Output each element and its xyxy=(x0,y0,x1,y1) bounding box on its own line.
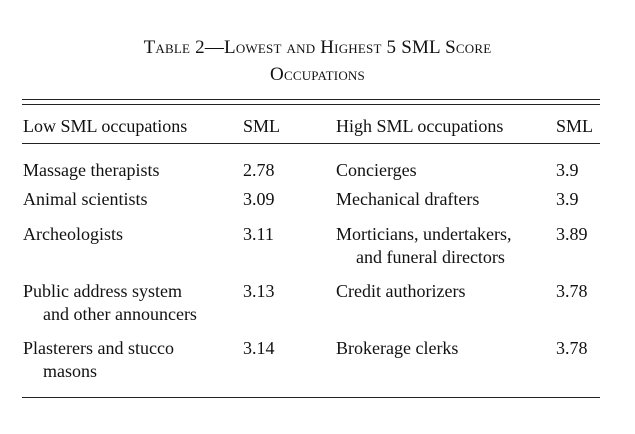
row-4-low-sml: 3.13 xyxy=(243,281,275,301)
row-3-high-occupation: Morticians, undertakers, and funeral directors xyxy=(336,224,512,267)
row-1-low-sml: 2.78 xyxy=(243,160,275,180)
bottom-rule xyxy=(22,397,600,398)
row-2-high-sml: 3.9 xyxy=(556,189,579,209)
row-5-high-occupation: Brokerage clerks xyxy=(336,338,459,358)
row-4-high-occupation: Credit authorizers xyxy=(336,281,466,301)
row-4-low-occupation: Public address system and other announcers xyxy=(23,281,197,324)
row-2-high-occupation: Mechanical drafters xyxy=(336,189,480,209)
row-5-high-sml: 3.78 xyxy=(556,338,588,358)
table-title-line-2: Occupations xyxy=(270,64,365,85)
top-rule-outer xyxy=(22,99,600,100)
table-title-line-1: Table 2—Lowest and Highest 5 SML Score xyxy=(143,37,492,58)
row-3-high-sml: 3.89 xyxy=(556,224,588,244)
row-1-high-sml: 3.9 xyxy=(556,160,579,180)
row-1-low-occupation: Massage therapists xyxy=(23,160,160,180)
row-5-low-sml: 3.14 xyxy=(243,338,275,358)
header-low-sml: SML xyxy=(243,116,281,136)
row-5-low-occupation: Plasterers and stucco masons xyxy=(23,338,174,381)
header-high-sml: SML xyxy=(556,116,594,136)
row-3-low-sml: 3.11 xyxy=(243,224,274,244)
table-title xyxy=(0,34,635,88)
row-1-high-occupation: Concierges xyxy=(336,160,417,180)
row-2-low-occupation: Animal scientists xyxy=(23,189,148,209)
header-low-occupations: Low SML occupations xyxy=(23,116,188,136)
header-rule xyxy=(22,143,600,144)
row-4-high-sml: 3.78 xyxy=(556,281,588,301)
header-high-occupations: High SML occupations xyxy=(336,116,504,136)
row-2-low-sml: 3.09 xyxy=(243,189,275,209)
row-3-low-occupation: Archeologists xyxy=(23,224,123,244)
top-rule-inner xyxy=(22,104,600,105)
